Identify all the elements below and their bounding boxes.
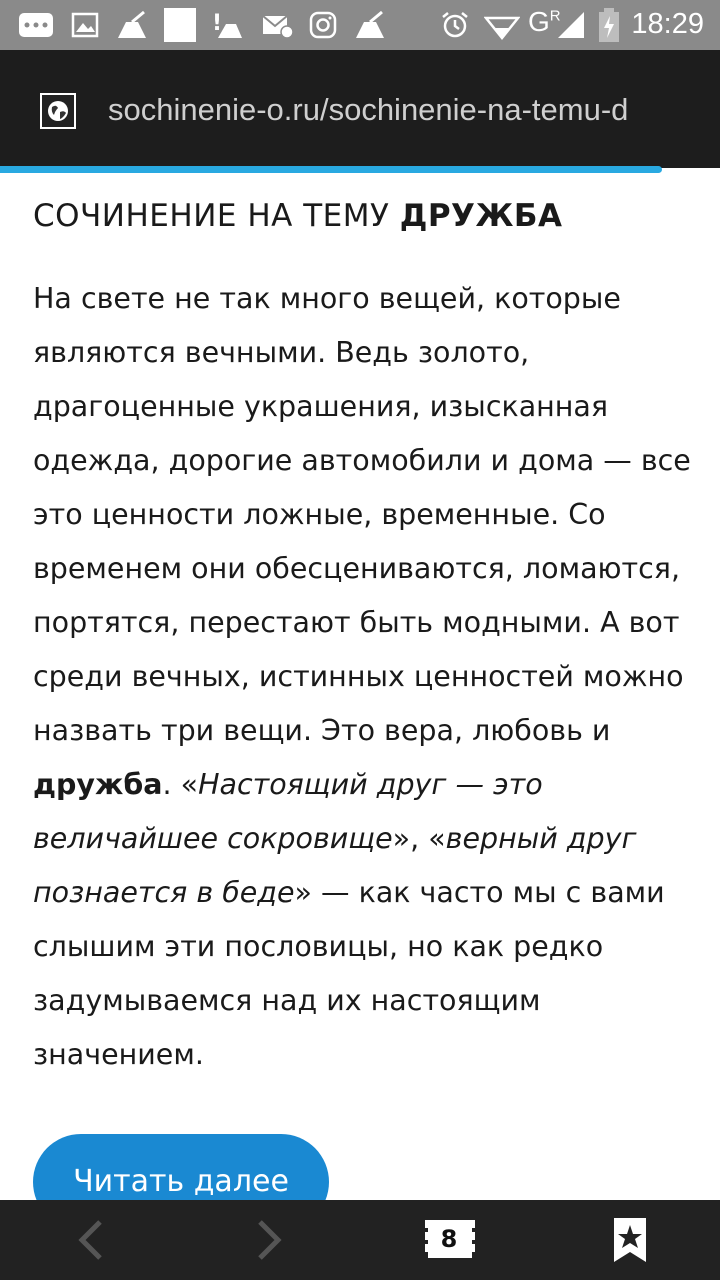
wifi-icon xyxy=(484,10,520,40)
battery-icon xyxy=(598,8,620,42)
page-load-progress xyxy=(0,166,662,173)
alert-icon xyxy=(210,10,244,40)
quote-1: Настоящий друг — это величайшее сокровище xyxy=(33,768,543,855)
svg-text:!: ! xyxy=(212,11,223,36)
forward-icon[interactable] xyxy=(230,1200,310,1280)
white-square-icon xyxy=(164,8,196,42)
network-type: $G^R$ xyxy=(528,6,561,37)
bookmark-icon[interactable] xyxy=(590,1200,670,1280)
mail-icon xyxy=(262,10,294,40)
read-more-button[interactable]: Читать далее xyxy=(33,1134,329,1230)
status-bar xyxy=(0,0,720,50)
signal-icon xyxy=(556,10,586,40)
url-text[interactable]: sochinenie-o.ru/sochinenie-na-temu-d xyxy=(108,92,629,127)
page-title: СОЧИНЕНИЕ НА ТЕМУ ДРУЖБА xyxy=(33,198,563,234)
tabs-count: 8 xyxy=(440,1225,458,1253)
article xyxy=(33,190,693,1082)
instagram-icon xyxy=(308,10,338,40)
keyboard-icon xyxy=(18,12,54,38)
clock: 18:29 xyxy=(631,8,704,40)
bottom-navigation xyxy=(0,1200,720,1280)
article-paragraph: На свете не так много вещей, которые являются вечными. Ведь золото, драгоценные украшения, изысканная одежда, дорогие автомобили и дома — все это ценности ложные, временные. Со временем они обесцениваются, ломаются, портятся, перестают быть модными. А вот среди вечных, истинных ценностей можно назвать три вещи. Это вера, любовь и дружба. «Настоящий друг — это величайшее сокровище», «верный друг познается в беде» — как часто мы с вами слышим эти пословицы, но как редко задумываемся над их настоящим значением. xyxy=(33,282,691,1071)
image-icon xyxy=(70,10,100,40)
back-icon[interactable] xyxy=(50,1200,130,1280)
bold-term: дружба xyxy=(33,768,163,801)
alarm-icon xyxy=(440,10,470,40)
cleaner-icon xyxy=(354,10,388,40)
site-globe-icon[interactable] xyxy=(40,93,76,129)
quote-2: верный друг познается в беде xyxy=(33,822,637,909)
cleaner-icon xyxy=(116,10,150,40)
